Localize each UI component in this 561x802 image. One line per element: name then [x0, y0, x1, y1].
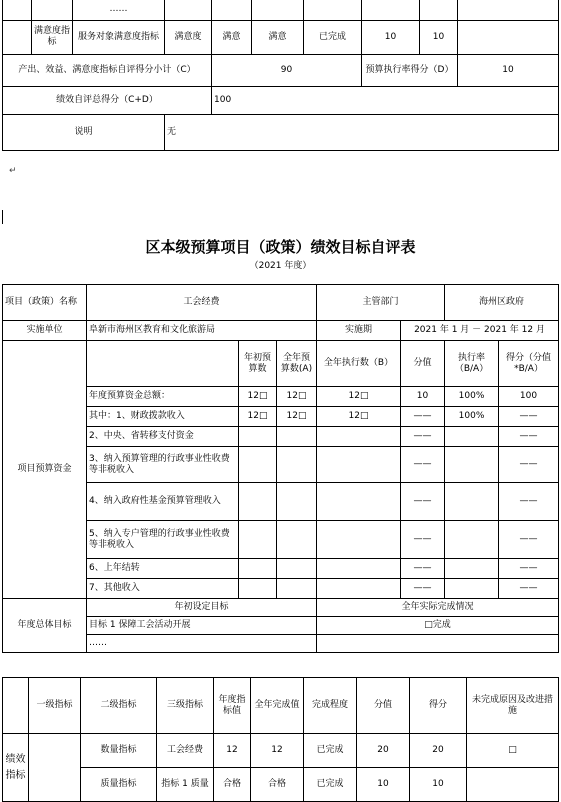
- satisfaction-actual: 满意: [252, 20, 304, 54]
- project-name-label: 项目（政策）名称: [3, 285, 87, 321]
- dept-label: 主管部门: [317, 285, 445, 321]
- goal-target-1-done: □完成: [317, 617, 559, 635]
- perf-l2: 质量指标: [81, 768, 157, 802]
- form-title: 区本级预算项目（政策）绩效目标自评表: [145, 238, 416, 256]
- perf-header-score: 得分: [410, 678, 467, 734]
- budget-header-value: 分值: [401, 341, 445, 387]
- perf-header-l1: 一级指标: [29, 678, 81, 734]
- perf-done: 已完成: [304, 768, 357, 802]
- budget-row: [3, 447, 559, 483]
- goal-target-1: 目标 1 保障工会活动开展: [87, 617, 317, 635]
- budget-row-label: 年度预算资金总额：: [87, 387, 239, 407]
- budget-cell: 12□: [317, 387, 401, 407]
- satisfaction-score: 10: [420, 20, 458, 54]
- budget-cell: ——: [401, 407, 445, 427]
- budget-cell: [277, 483, 317, 521]
- budget-cell: [239, 483, 277, 521]
- satisfaction-completion: 已完成: [304, 20, 362, 54]
- budget-cell: 12□: [239, 407, 277, 427]
- budget-cell: ——: [499, 521, 559, 559]
- period-value: 2021 年 1 月 － 2021 年 12 月: [401, 321, 559, 341]
- budget-row: [3, 427, 559, 447]
- note-value: 无: [165, 114, 559, 150]
- budget-cell: [317, 427, 401, 447]
- perf-header-l2: 二级指标: [81, 678, 157, 734]
- unit-label: 实施单位: [3, 321, 87, 341]
- budget-cell: 12□: [277, 407, 317, 427]
- budget-cell: [445, 447, 499, 483]
- budget-cell: [445, 579, 499, 599]
- perf-header-target: 年度指标值: [214, 678, 251, 734]
- budget-cell: [317, 521, 401, 559]
- rate-value: 10: [458, 54, 559, 86]
- budget-cell: ——: [499, 407, 559, 427]
- total-row: [3, 86, 559, 114]
- budget-cell: [445, 427, 499, 447]
- budget-row-label: 6、上年结转: [87, 559, 239, 579]
- form-year: （2021 年度）: [249, 261, 312, 271]
- satisfaction-indicator: 满意度: [165, 20, 212, 54]
- budget-row: [3, 407, 559, 427]
- perf-reason: [467, 768, 559, 802]
- perf-done: 已完成: [304, 734, 357, 768]
- page-break-mark: [2, 210, 3, 224]
- self-eval-table: [2, 284, 559, 653]
- satisfaction-row: [3, 20, 559, 54]
- budget-header-annual: 全年预算数(A): [277, 341, 317, 387]
- budget-row-label: 其中：1、财政拨款收入: [87, 407, 239, 427]
- budget-cell: 100%: [445, 407, 499, 427]
- budget-cell: [277, 427, 317, 447]
- subtotal-value: 90: [212, 54, 362, 86]
- budget-cell: 12□: [277, 387, 317, 407]
- budget-row: [3, 483, 559, 521]
- satisfaction-target: 满意: [212, 20, 252, 54]
- budget-cell: [277, 447, 317, 483]
- perf-l2: 数量指标: [81, 734, 157, 768]
- budget-cell: 10: [401, 387, 445, 407]
- budget-cell: [239, 447, 277, 483]
- budget-cell: ——: [401, 579, 445, 599]
- perf-score: 20: [410, 734, 467, 768]
- budget-cell: [445, 559, 499, 579]
- budget-cell: [239, 579, 277, 599]
- budget-cell: ——: [401, 427, 445, 447]
- budget-cell: [277, 521, 317, 559]
- subtotal-label: 产出、效益、满意度指标自评得分小计（C）: [3, 54, 212, 86]
- perf-side-label: 绩效指标: [3, 734, 29, 802]
- total-label: 绩效自评总得分（C+D）: [3, 86, 212, 114]
- top-table: [2, 0, 559, 151]
- perf-reason: □: [467, 734, 559, 768]
- perf-score: 10: [410, 768, 467, 802]
- budget-cell: [445, 483, 499, 521]
- budget-cell: [317, 559, 401, 579]
- budget-cell: 100%: [445, 387, 499, 407]
- perf-header-actual: 全年完成值: [251, 678, 304, 734]
- budget-row-label: 5、纳入专户管理的行政事业性收费等非税收入: [87, 521, 239, 559]
- budget-row-label: 2、中央、省转移支付资金: [87, 427, 239, 447]
- satisfaction-subcategory: 服务对象满意度指标: [73, 20, 165, 54]
- budget-cell: ——: [401, 447, 445, 483]
- goal-label: 年度总体目标: [3, 599, 87, 653]
- budget-header-rate: 执行率（B/A）: [445, 341, 499, 387]
- budget-row: [3, 559, 559, 579]
- budget-row-label: 3、纳入预算管理的行政事业性收费等非税收入: [87, 447, 239, 483]
- perf-l3: 指标 1 质量: [157, 768, 214, 802]
- budget-cell: ——: [499, 579, 559, 599]
- budget-cell: [239, 559, 277, 579]
- goal-dots: ……: [87, 635, 317, 653]
- perf-value: 20: [357, 734, 410, 768]
- perf-l3: 工会经费: [157, 734, 214, 768]
- satisfaction-score-value: 10: [362, 20, 420, 54]
- budget-row: [3, 521, 559, 559]
- budget-cell: 12□: [239, 387, 277, 407]
- budget-cell: [277, 559, 317, 579]
- unit-value: 阜新市海州区教育和文化旅游局: [87, 321, 317, 341]
- note-row: [3, 114, 559, 150]
- budget-cell: 100: [499, 387, 559, 407]
- budget-cell: [239, 427, 277, 447]
- goal-initial-label: 年初设定目标: [87, 599, 317, 617]
- perf-header-reason: 未完成原因及改进措施: [467, 678, 559, 734]
- budget-cell: [317, 579, 401, 599]
- budget-header-initial: 年初预算数: [239, 341, 277, 387]
- dept-value: 海州区政府: [445, 285, 559, 321]
- budget-header-score: 得分（分值*B/A）: [499, 341, 559, 387]
- budget-cell: ——: [499, 483, 559, 521]
- perf-value: 10: [357, 768, 410, 802]
- budget-cell: ——: [401, 483, 445, 521]
- budget-cell: 12□: [317, 407, 401, 427]
- budget-cell: [317, 483, 401, 521]
- budget-cell: ——: [499, 427, 559, 447]
- subtotal-row: [3, 54, 559, 86]
- budget-header-executed: 全年执行数（B）: [317, 341, 401, 387]
- dots-text: ……: [109, 4, 128, 15]
- perf-header-l3: 三级指标: [157, 678, 214, 734]
- period-label: 实施期: [317, 321, 401, 341]
- perf-row: [3, 768, 559, 802]
- performance-table: [2, 677, 559, 802]
- perf-actual: 12: [251, 734, 304, 768]
- return-mark: ↵: [9, 166, 17, 176]
- total-value: 100: [212, 86, 559, 114]
- goal-actual-label: 全年实际完成情况: [317, 599, 559, 617]
- perf-row: [3, 734, 559, 768]
- budget-cell: [239, 521, 277, 559]
- satisfaction-category: 满意度指标: [32, 20, 73, 54]
- perf-actual: 合格: [251, 768, 304, 802]
- perf-header-completion: 完成程度: [304, 678, 357, 734]
- budget-cell: ——: [499, 447, 559, 483]
- budget-cell: ——: [499, 559, 559, 579]
- budget-section-label: 项目预算资金: [3, 341, 87, 599]
- budget-row: [3, 579, 559, 599]
- budget-row: [3, 387, 559, 407]
- rate-label: 预算执行率得分（D）: [362, 54, 458, 86]
- perf-header-value: 分值: [357, 678, 410, 734]
- budget-row-label: 4、纳入政府性基金预算管理收入: [87, 483, 239, 521]
- note-label: 说明: [3, 114, 165, 150]
- budget-cell: ——: [401, 521, 445, 559]
- budget-cell: ——: [401, 559, 445, 579]
- budget-cell: [317, 447, 401, 483]
- budget-cell: [277, 579, 317, 599]
- budget-row-label: 7、其他收入: [87, 579, 239, 599]
- budget-cell: [445, 521, 499, 559]
- perf-target: 合格: [214, 768, 251, 802]
- project-name: 工会经费: [87, 285, 317, 321]
- perf-target: 12: [214, 734, 251, 768]
